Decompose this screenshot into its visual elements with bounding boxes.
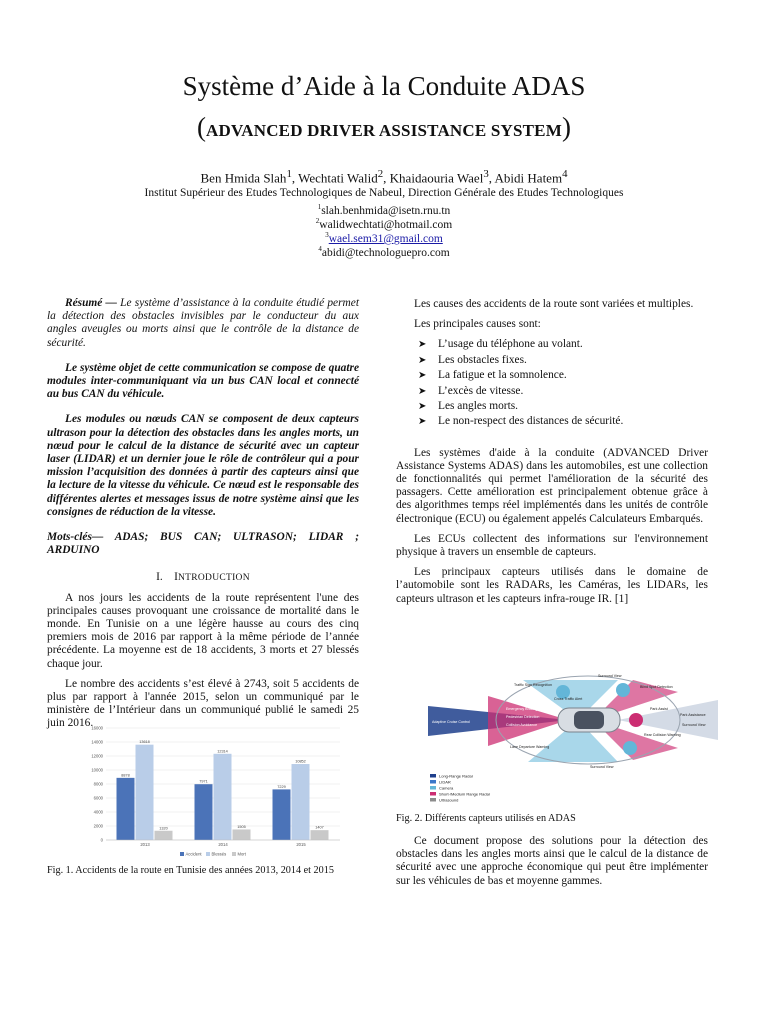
legend-label: Accident: [185, 851, 202, 857]
data-label: 1407: [315, 825, 324, 830]
author-name: Wechtati Walid: [298, 170, 378, 186]
email-sup: 4: [318, 245, 322, 253]
y-tick-label: 2000: [93, 823, 103, 829]
author-name: Ben Hmida Slah: [200, 170, 287, 186]
author-name: Abidi Hatem: [494, 170, 563, 186]
data-label: 1505: [237, 824, 246, 829]
intro-p1: A nos jours les accidents de la route représentent l'une des principales causes provoquant une croissance de mortalité dans le monde. En Tunisie on a une légère hausse au cours des cinq premiers mois de 2016 par rapport à la même période de l’année précédente. La moyenne est de 18 accidents, 3 morts et 27 blessés chaque jour.: [47, 591, 359, 670]
list-item-text: La fatigue et la somnolence.: [438, 369, 567, 382]
right-column: [396, 298, 708, 613]
legend-swatch: [232, 852, 236, 856]
author-list: Ben Hmida Slah$^1$, Wechtati Walid$^2$, Khaidaouria Wael$^3$, Abidi Hatem$^4$: [200, 168, 568, 186]
data-label: 12314: [217, 749, 228, 754]
list-item-text: Le non-respect des distances de sécurité.: [438, 415, 624, 428]
bar: [273, 789, 291, 840]
keywords: Mots-clés— ADAS; BUS CAN; ULTRASON; LIDAR ; ARDUINO: [47, 531, 359, 557]
email-sup: 3: [325, 231, 329, 239]
email-link[interactable]: wael.sem31@gmail.com: [328, 232, 443, 245]
institution: Institut Supérieur des Etudes Technologiques de Nabeul, Direction Générale des Etudes Technologiques: [144, 187, 624, 199]
email-4: [0, 243, 768, 260]
author-sup: 4: [562, 168, 568, 180]
legend-swatch: [430, 798, 436, 802]
legend-label: Long-Range Radar: [439, 773, 474, 779]
bar: [136, 745, 154, 840]
data-label: 10852: [295, 759, 306, 764]
paper-subtitle: [0, 112, 768, 146]
data-label: 7229: [277, 784, 286, 789]
abstract-p3: Les modules ou nœuds CAN se composent de deux capteurs ultrason pour la détection des obstacles dans les angles morts, un nœud pour le calcul de la distance de sécurité avec un capteur laser (LIDAR) et un dernier joue le rôle de contrôleur qui a pour mission l’acquisition des données à partir des capteurs ainsi que la lecture de la vitesse du véhicule. Ce nœud est le responsable des différentes alertes et messages issus de notre système ainsi que les consignes de réduction de la vitesse.: [47, 413, 359, 518]
right-p6: Ce document propose des solutions pour la détection des obstacles dans les angles morts ainsi que le calcul de la distance de sécurité avec une approche économique qui peut être implémenter sur les véhicules de bas et moyenne gammes.: [396, 835, 708, 887]
legend-swatch: [206, 852, 210, 856]
label-surround-view-top: Surround View: [598, 674, 622, 678]
causes-list: [418, 338, 708, 428]
y-tick-label: 10000: [91, 767, 103, 773]
right-p2: Les principales causes sont:: [414, 318, 541, 331]
arrow-bullet-icon: ➤: [418, 339, 427, 351]
arrow-bullet-icon: ➤: [418, 354, 427, 366]
label-pedestrian: Pedestrian Detection: [506, 715, 540, 719]
y-tick-label: 14000: [91, 739, 103, 745]
bar: [292, 764, 310, 840]
label-acc: Adaptive Cruise Control: [432, 720, 470, 724]
email-sup: 1: [317, 203, 322, 211]
label-rear-collision: Rear Collision Warning: [644, 733, 681, 737]
section-heading-intro: [47, 571, 359, 585]
y-tick-label: 4000: [93, 809, 103, 815]
abstract-lead: Résumé —: [65, 297, 121, 309]
label-lane-departure: Lane Departure Warning: [510, 745, 550, 749]
abstract-p2: Le système objet de cette communication se compose de quatre modules inter-communiquant via un bus CAN local et connecté au bus CAN du véhicule.: [47, 361, 359, 401]
subtitle-paren-open: (: [197, 112, 206, 142]
author-sup: 3: [483, 168, 489, 180]
y-tick-label: 12000: [91, 753, 103, 759]
list-item-text: L’usage du téléphone au volant.: [438, 338, 583, 351]
author-sup: 1: [286, 168, 292, 180]
bar: [311, 830, 329, 840]
y-tick-label: 8000: [93, 781, 103, 787]
section-heading-rest: NTRODUCTION: [177, 573, 250, 584]
list-item: [418, 385, 708, 398]
legend-swatch: [180, 852, 184, 856]
right-p5: Les principaux capteurs utilisés dans le domaine de l’automobile sont les RADARs, les Caméras, les LIDARs, les capteurs ultrason et les capteurs infra-rouge IR. [1]: [396, 566, 708, 605]
abstract-p1: [47, 297, 359, 350]
list-item: [418, 354, 708, 367]
data-label: 8878: [121, 773, 130, 778]
fig2-caption: Fig. 2. Différents capteurs utilisés en ADAS: [396, 813, 576, 824]
legend-label: Mort: [237, 851, 246, 857]
legend-swatch: [430, 792, 436, 796]
sensor-bubble: [616, 683, 630, 697]
legend-swatch: [430, 780, 436, 784]
list-item: [418, 400, 708, 413]
legend-label: Short-/Medium Range Radar: [439, 791, 491, 797]
paper-title: Système d’Aide à la Conduite ADAS: [182, 71, 586, 101]
email-sup: 2: [315, 217, 320, 225]
label-surround-view-bottom: Surround View: [590, 765, 614, 769]
label-surround-view-right: Surround View: [682, 723, 706, 727]
right-p1: Les causes des accidents de la route sont variées et multiples.: [414, 298, 694, 310]
sensor-bubble: [623, 741, 637, 755]
legend-swatch: [430, 786, 436, 790]
label-traffic-sign: Traffic Sign Recognition: [514, 683, 552, 687]
bar: [195, 784, 213, 840]
label-cross-traffic: Cross Traffic Alert: [554, 697, 583, 701]
legend-swatch: [430, 774, 436, 778]
bar: [214, 754, 232, 840]
intro-p2: Le nombre des accidents s’est élevé à 2743, soit 5 accidents de plus par rapport à l'année 2015, selon un communiqué par le ministère de l’Intérieur dans un communiqué publié le samedi 25 juin 2016.: [47, 677, 359, 730]
section-number: I.: [156, 571, 163, 584]
arrow-bullet-icon: ➤: [418, 416, 427, 428]
list-item: [418, 338, 708, 351]
label-emergency-braking: Emergency Braking: [506, 707, 538, 711]
bar: [233, 829, 251, 840]
adas-sensors-diagram: [418, 670, 728, 810]
label-collision: Collision Avoidance: [506, 723, 538, 727]
author-name: Khaidaouria Wael: [389, 170, 484, 186]
abstract-text: Le système d’assistance à la conduite étudié permet la détection des obstacles invisibles par le conducteur du aux angles aveugles ou morts ainsi que le contrôle de la distance de sécurité.: [47, 297, 359, 349]
list-item-text: L’excès de vitesse.: [438, 384, 524, 397]
accidents-bar-chart: [78, 722, 350, 862]
arrow-bullet-icon: ➤: [418, 370, 427, 382]
y-tick-label: 0: [100, 837, 103, 843]
data-label: 7971: [199, 779, 208, 784]
list-item-text: Les obstacles fixes.: [438, 353, 527, 366]
data-label: 1320: [159, 826, 168, 831]
email-text: abidi@technologuepro.com: [321, 246, 450, 259]
email-text: slah.benhmida@isetn.rnu.tn: [321, 204, 451, 217]
right-p3: Les systèmes d'aide à la conduite (ADVANCED Driver Assistance Systems ADAS) dans les automobiles, est une collection de fonctionnalités qui permet l'amélioration de la sécurité des passagers. Cette amélioration est principalement obtenue grâce à des algorithmes temps réel implémentés dans les unités de contrôle électronique (ECU) ou également appelés Calculateurs Embarqués.: [396, 446, 708, 525]
arrow-bullet-icon: ➤: [418, 400, 427, 412]
subtitle-text: ADVANCED DRIVER ASSISTANCE SYSTEM: [206, 121, 562, 140]
arrow-bullet-icon: ➤: [418, 385, 427, 397]
email-text: walidwechtati@hotmail.com: [319, 218, 453, 231]
y-tick-label: 16000: [91, 725, 103, 731]
list-item: [418, 415, 708, 428]
legend-label: Camera: [439, 785, 454, 791]
section-heading-initial: I: [174, 571, 178, 584]
label-blind-spot: Blind Spot Detection: [640, 685, 673, 689]
x-tick-label: 2013: [140, 842, 150, 847]
bar: [117, 778, 135, 840]
car-roof: [574, 711, 604, 729]
bar: [155, 831, 173, 840]
sensor-bubble: [629, 713, 643, 727]
x-tick-label: 2015: [296, 842, 306, 847]
label-park-assist: Park Assist: [650, 707, 668, 711]
data-label: 13618: [139, 740, 150, 745]
subtitle-paren-close: ): [561, 112, 571, 142]
label-park-assistance: Park Assistance: [680, 713, 706, 717]
left-column: [47, 297, 359, 738]
legend-label: Blessés: [211, 851, 227, 857]
right-p4: Les ECUs collectent des informations sur l'environnement physique à travers un ensemble de capteurs.: [396, 532, 708, 558]
author-sup: 2: [377, 168, 384, 180]
list-item: [418, 369, 708, 382]
fig1-caption: Fig. 1. Accidents de la route en Tunisie des années 2013, 2014 et 2015: [47, 865, 334, 876]
right-column-bottom: [396, 835, 708, 895]
list-item-text: Les angles morts.: [438, 399, 519, 412]
legend-label: Ultrasound: [439, 797, 459, 803]
legend-label: LIDAR: [439, 779, 451, 785]
y-tick-label: 6000: [93, 795, 103, 801]
x-tick-label: 2014: [218, 842, 228, 847]
